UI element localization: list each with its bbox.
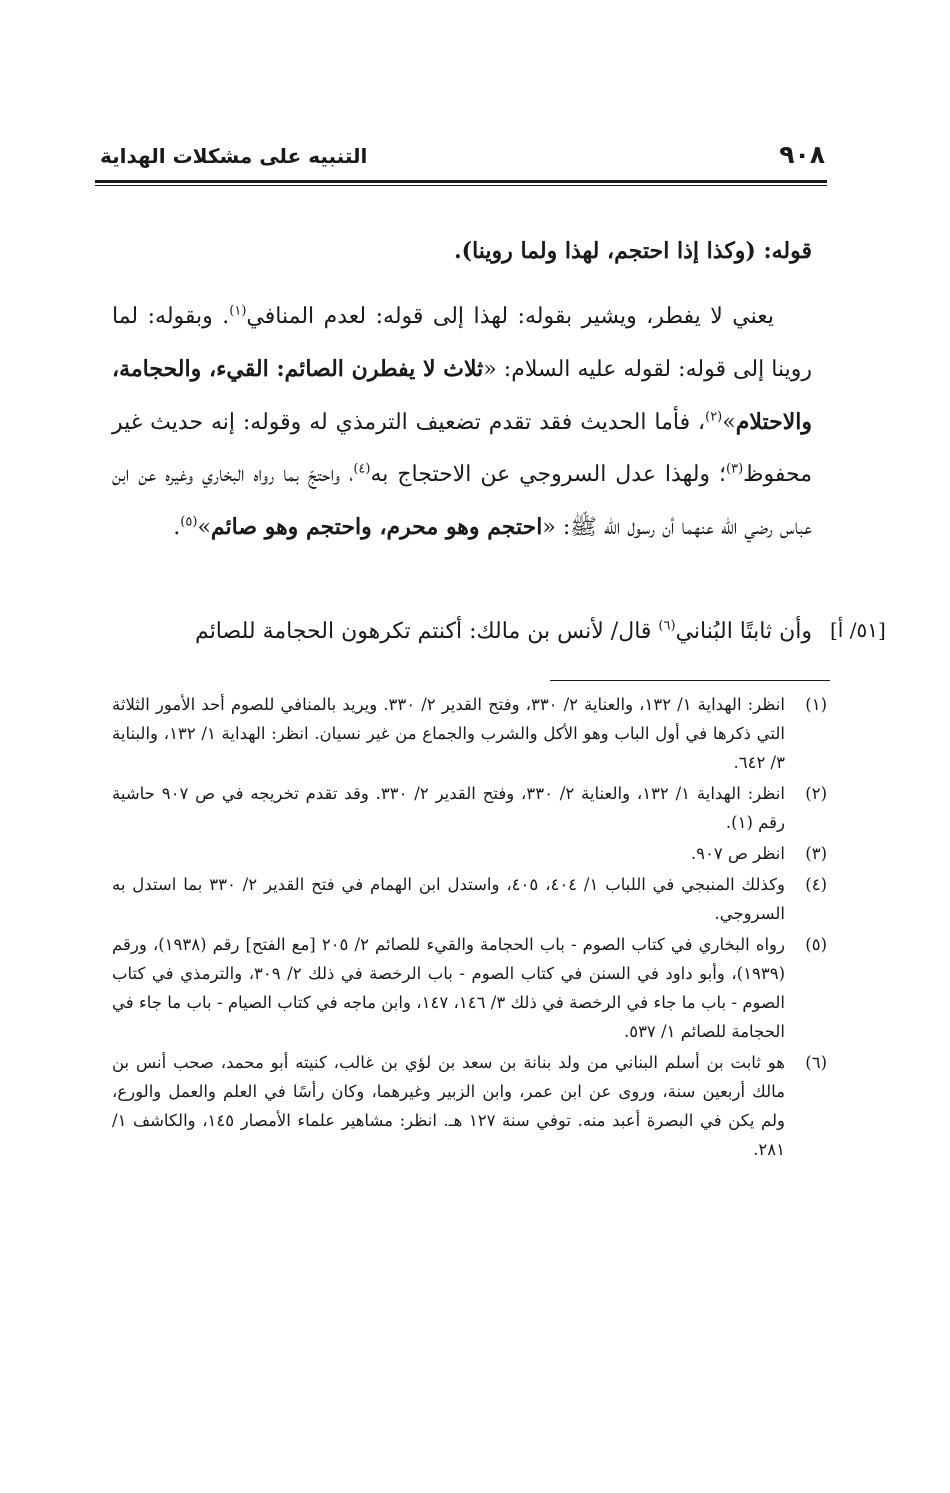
header-rule-thin [95, 185, 827, 186]
footnote-number: (٢) [805, 784, 827, 803]
page-header [100, 140, 825, 176]
continuation-line: وأن ثابتًا البُناني$^{(٦)}$ قال/ لأنس بن مالك: أكنتم تكرهون الحجامة للصائم [195, 618, 812, 644]
footnote [112, 779, 827, 837]
footnote-number: (٥) [805, 935, 827, 954]
footnote-text: انظر: الهداية ١/ ١٣٢، والعناية ٢/ ٣٣٠، وفتح القدير ٢/ ٣٣٠. ويريد بالمنافي للصوم أحد الأمور الثلاثة التي ذكرها في أول الباب وهو الأكل والشرب والجماع من غير نسيان. انظر: الهداية ١/ ١٣٢، والبناية ٣/ ٦٤٢. [112, 695, 785, 772]
footnote-ref[interactable]: (١) [229, 303, 247, 319]
footnote-text: انظر: الهداية ١/ ١٣٢، والعناية ٢/ ٣٣٠، وفتح القدير ٢/ ٣٣٠. وقد تقدم تخريجه في ص ٩٠٧ حاشية رقم (١). [112, 784, 785, 832]
footnotes [112, 690, 827, 1166]
commentary-paragraph: يعني لا يفطر، ويشير بقوله: لهذا إلى قوله: لعدم المنافي$^{(١)}$. وبقوله: لما روينا إلى قوله: لقوله عليه السلام: «ثلاث لا يفطرن الصائم: القيء، والحجامة، والاحتلام»$^{(٢)}$، فأما الحديث فقد تقدم تضعيف الترمذي له وقوله: إنه حديث غير محفوظ$^{(٣)}$؛ ولهذا عدل السروجي عن الاحتجاج به$^{(٤)}$، واحتجّ بما رواه البخاري وغيره عن ابن عباس رضي الله عنهما أن رسول الله ﷺ: «احتجم وهو محرم، واحتجم وهو صائم»$^{(٥)}$. [112, 303, 812, 540]
footnote-number: (٤) [805, 875, 827, 894]
footnote-separator [550, 680, 830, 681]
main-text [112, 225, 812, 554]
header-rule-thick [95, 180, 827, 183]
footnote-ref[interactable]: (٢) [705, 409, 723, 425]
footnote-number: (٦) [805, 1053, 827, 1072]
footnote [112, 690, 827, 777]
quoted-statement: قوله: (وكذا إذا احتجم، لهذا ولما روينا). [454, 238, 812, 264]
commentary-body [112, 291, 812, 554]
footnote-text: رواه البخاري في كتاب الصوم - باب الحجامة والقيء للصائم ٢/ ٢٠٥ [مع الفتح] رقم (١٩٣٨)، ورقم (١٩٣٩)، وأبو داود في السنن في كتاب الصوم - باب الرخصة في ذلك ٢/ ٣٠٩، والترمذي في كتاب الصوم - باب ما جاء في الرخصة في ذلك ٣/ ١٤٦، ١٤٧، وابن ماجه في كتاب الصيام - باب ما جاء في الحجامة للصائم ١/ ٥٣٧. [112, 935, 785, 1041]
footnote [112, 839, 827, 868]
footnote-ref[interactable]: (٤) [353, 461, 371, 477]
hadith-text: احتجم وهو محرم، واحتجم وهو صائم [210, 514, 543, 540]
hadith-text: ثلاث لا يفطرن الصائم: القيء، والحجامة، والاحتلام [112, 356, 812, 435]
footnote-ref[interactable]: (٣) [726, 461, 744, 477]
footnote-text: هو ثابت بن أسلم البناني من ولد بنانة بن سعد بن لؤي بن غالب، كنيته أبو محمد، صحب أنس بن مالك أربعين سنة، وروى عن ابن عمر، وابن الزبير وغيرهما، وكان رأسًا في العلم والعمل والورع، ولم يكن في البصرة أعبد منه. توفي سنة ١٢٧ هـ. انظر: مشاهير علماء الأمصار ١٤٥، والكاشف ١/ ٢٨١. [112, 1053, 785, 1159]
page-number: ٩٠٨ [779, 140, 825, 169]
running-title: التنبيه على مشكلات الهداية [100, 144, 368, 168]
footnote-text: وكذلك المنبجي في اللباب ١/ ٤٠٤، ٤٠٥، واستدل ابن الهمام في فتح القدير ٢/ ٣٣٠ بما استدل به السروجي. [112, 875, 785, 923]
manuscript-folio-ref: [٥١/ أ] [830, 618, 886, 642]
footnote-number: (١) [805, 695, 827, 714]
footnote-ref[interactable]: (٦) [658, 618, 676, 634]
footnote [112, 930, 827, 1046]
footnote-text: انظر ص ٩٠٧. [690, 844, 785, 863]
footnote-number: (٣) [805, 844, 827, 863]
footnote [112, 1048, 827, 1164]
footnote-ref[interactable]: (٥) [180, 514, 198, 530]
footnote [112, 870, 827, 928]
